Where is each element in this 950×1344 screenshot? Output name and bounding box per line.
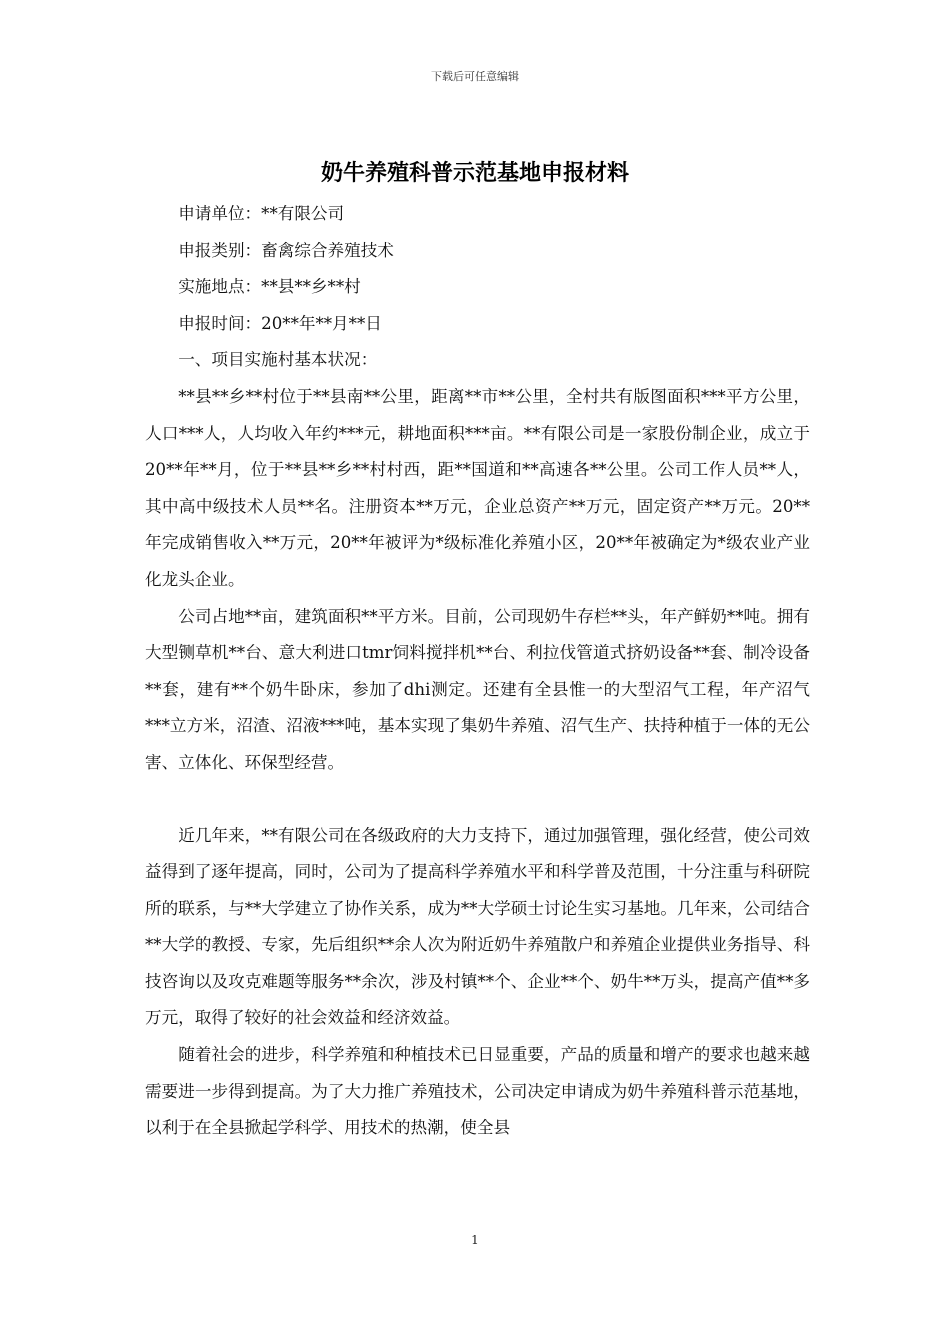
meta-label: 申请单位： <box>178 204 262 223</box>
section-heading: 一、项目实施村基本状况： <box>178 350 378 370</box>
page-header-note: 下载后可任意编辑 <box>431 70 519 83</box>
meta-value: **县**乡**村 <box>261 277 361 297</box>
meta-category <box>145 233 810 270</box>
document-body <box>145 196 810 1147</box>
meta-location <box>145 269 810 306</box>
paragraph-village-overview: **县**乡**村位于**县南**公里，距离**市**公里，全村共有版图面积***平方公里，人口***人，人均收入年约***元，耕地面积***亩。**有限公司是一家股份制企业，成立于20**年**月，位于**县**乡**村村西，距**国道和**高速各**公里。公司工作人员**人，其中高中级技术人员**名。注册资本**万元，企业总资产**万元，固定资产**万元。20**年完成销售收入**万元，20**年被评为*级标准化养殖小区，20**年被确定为*级农业产业化龙头企业。 <box>145 386 810 589</box>
paragraph-spacer <box>145 782 810 818</box>
meta-label: 申报类别： <box>178 240 262 260</box>
meta-value: **有限公司 <box>261 204 345 223</box>
paragraph-application-reason: 随着社会的进步，科学养殖和种植技术已日显重要，产品的质量和增产的要求也越来越需要进一步得到提高。为了大力推广养殖技术，公司决定申请成为奶牛养殖科普示范基地，以利于在全县掀起学科学、用技术的热潮，使全县 <box>145 1045 810 1138</box>
paragraph-cooperation: 近几年来，**有限公司在各级政府的大力支持下，通过加强管理，强化经营，使公司效益得到了逐年提高，同时，公司为了提高科学养殖水平和科学普及范围，十分注重与科研院所的联系，与**大学建立了协作关系，成为**大学硕士讨论生实习基地。几年来，公司结合**大学的教授、专家，先后组织**余人次为附近奶牛养殖散户和养殖企业提供业务指导、科技咨询以及攻克难题等服务**余次，涉及村镇**个、企业**个、奶牛**万头，提高产值**多万元，取得了较好的社会效益和经济效益。 <box>145 825 810 1028</box>
meta-label: 实施地点： <box>178 277 262 297</box>
meta-applicant <box>145 196 810 233</box>
application-meta <box>145 196 810 379</box>
meta-value: 20**年**月**日 <box>261 313 382 333</box>
meta-date <box>145 306 810 343</box>
page-number: 1 <box>471 1233 479 1247</box>
document-title: 奶牛养殖科普示范基地申报材料 <box>320 160 629 186</box>
paragraph-company-facilities: 公司占地**亩，建筑面积**平方米。目前，公司现奶牛存栏**头，年产鲜奶**吨。拥有大型铡草机**台、意大利进口tmr饲料搅拌机**台、利拉伐管道式挤奶设备**套、制冷设备**套，建有**个奶牛卧床，参加了dhi测定。还建有全县惟一的大型沼气工程，年产沼气***立方米，沼渣、沼液***吨，基本实现了集奶牛养殖、沼气生产、扶持种植于一体的无公害、立体化、环保型经营。 <box>145 606 810 772</box>
meta-label: 申报时间： <box>178 313 262 333</box>
meta-value: 畜禽综合养殖技术 <box>261 240 394 260</box>
